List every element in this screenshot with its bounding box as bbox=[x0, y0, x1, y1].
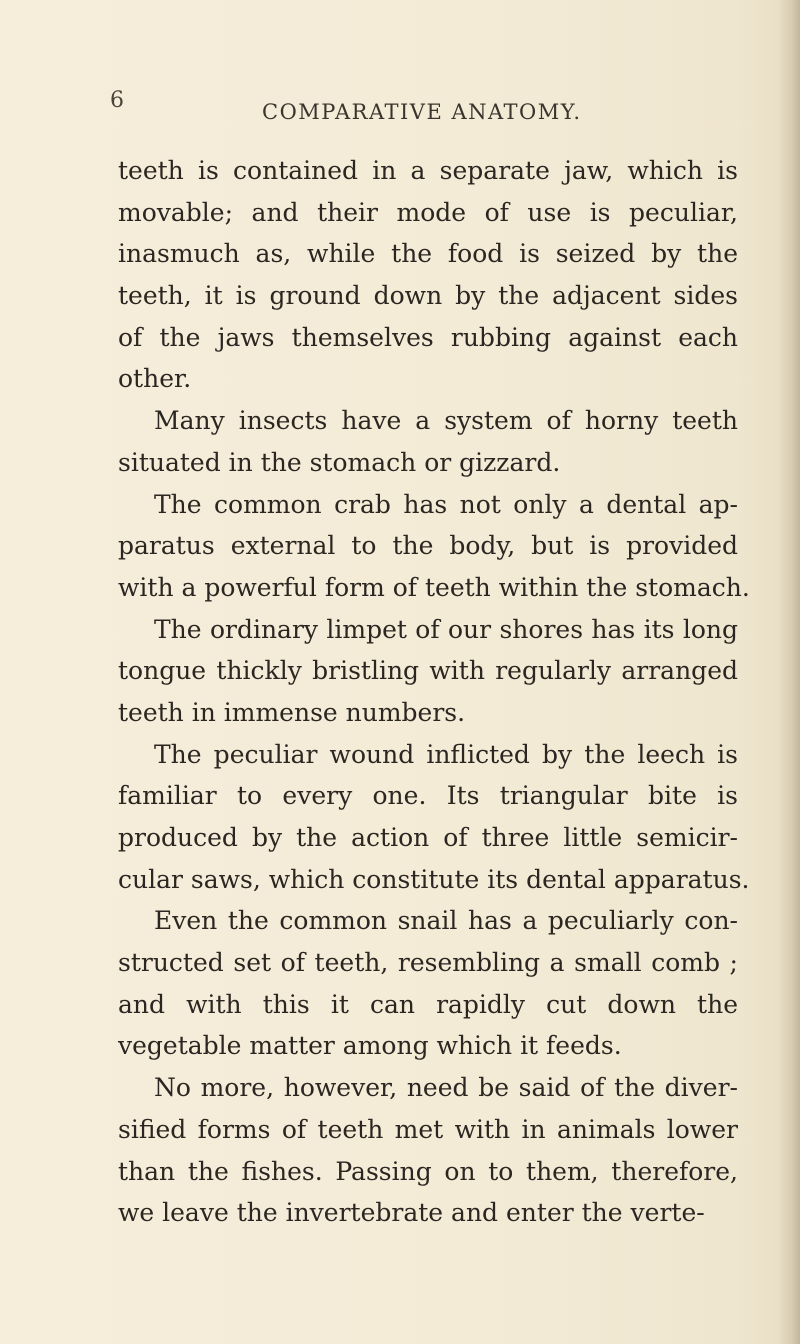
paragraph bbox=[118, 1067, 738, 1234]
text-line: teeth, it is ground down by the adjacent sides bbox=[118, 281, 738, 311]
text-line: with a powerful form of teeth within the stomach. bbox=[118, 572, 750, 602]
text-line: No more, however, need be said of the diver- bbox=[154, 1073, 738, 1103]
text-line: situated in the stomach or gizzard. bbox=[118, 447, 561, 477]
text-line: of the jaws themselves rubbing against each bbox=[118, 322, 738, 352]
text-line: vegetable matter among which it feeds. bbox=[118, 1031, 622, 1061]
paragraph bbox=[118, 484, 750, 609]
paragraph bbox=[118, 609, 738, 734]
text-line: structed set of teeth, resembling a small comb ; bbox=[118, 948, 738, 978]
paragraph bbox=[118, 734, 750, 901]
text-line: we leave the invertebrate and enter the verte- bbox=[118, 1198, 705, 1228]
text-line: inasmuch as, while the food is seized by the bbox=[118, 239, 738, 269]
text-line: The peculiar wound inflicted by the leech is bbox=[154, 739, 738, 769]
text-line: tongue thickly bristling with regularly arranged bbox=[118, 656, 738, 686]
paragraph bbox=[118, 400, 738, 483]
text-line: movable; and their mode of use is peculiar, bbox=[118, 197, 738, 227]
text-line: produced by the action of three little semicir- bbox=[118, 823, 738, 852]
page-number: 6 bbox=[110, 88, 124, 113]
paragraph bbox=[118, 150, 738, 400]
text-line: than the fishes. Passing on to them, therefore, bbox=[118, 1156, 738, 1186]
text-line: The common crab has not only a dental ap- bbox=[154, 489, 738, 519]
body-text bbox=[118, 150, 750, 1234]
text-line: familiar to every one. Its triangular bite is bbox=[118, 781, 738, 811]
text-line: Even the common snail has a peculiarly con- bbox=[154, 906, 738, 936]
text-line: cular saws, which constitute its dental apparatus. bbox=[118, 864, 750, 894]
page-edge-shadow bbox=[778, 0, 800, 1344]
text-line: teeth in immense numbers. bbox=[118, 697, 466, 727]
text-line: other. bbox=[118, 364, 192, 394]
running-title: COMPARATIVE ANATOMY. bbox=[262, 100, 582, 124]
text-line: paratus external to the body, but is provided bbox=[118, 531, 738, 561]
paragraph bbox=[118, 900, 738, 1067]
text-line: sified forms of teeth met with in animals lower bbox=[118, 1114, 738, 1144]
text-line: teeth is contained in a separate jaw, which is bbox=[118, 156, 738, 185]
text-line: The ordinary limpet of our shores has its long bbox=[154, 614, 738, 644]
text-line: and with this it can rapidly cut down the bbox=[118, 989, 738, 1019]
text-line: Many insects have a system of horny teeth bbox=[154, 406, 738, 436]
running-head bbox=[110, 88, 730, 130]
